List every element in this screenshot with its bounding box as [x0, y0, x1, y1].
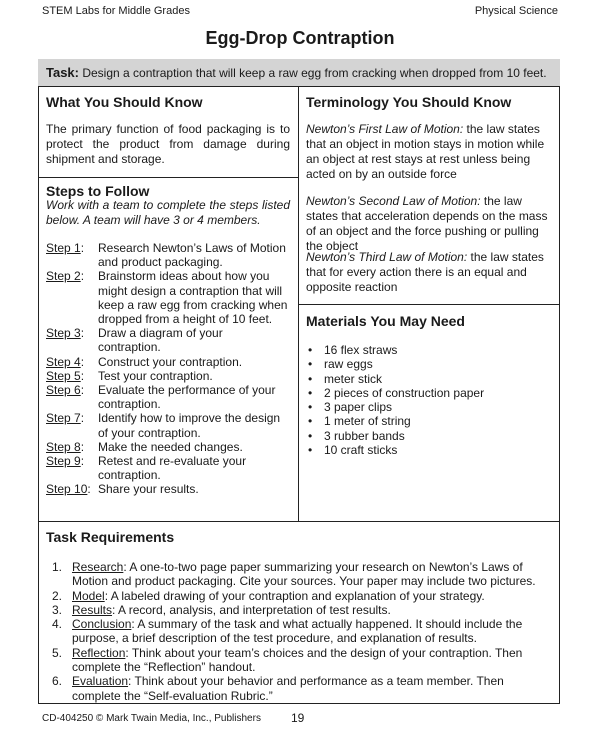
divider-requirements	[38, 521, 560, 522]
requirement-label: Reflection	[72, 645, 126, 660]
requirement-label: Model	[72, 588, 105, 603]
requirement-number: 6.	[52, 674, 63, 689]
material-item: • raw eggs	[306, 357, 552, 371]
term-name: Newton’s First Law of Motion:	[306, 122, 464, 136]
requirements-heading: Task Requirements	[46, 529, 175, 545]
step-item: Step 2: Brainstorm ideas about how you might design a contraption that will keep a raw egg from cracking when dropped from a height of 10 feet.	[46, 269, 288, 327]
requirement-number: 1.	[52, 560, 63, 574]
step-text: Make the needed changes.	[98, 439, 243, 454]
requirement-item	[52, 674, 552, 703]
know-text: The primary function of food packaging is to protect the product from damage during shipment and storage.	[46, 122, 290, 166]
steps-heading: Steps to Follow	[46, 183, 150, 199]
material-item: • 16 flex straws	[306, 343, 552, 357]
requirement-text: : A summary of the task and what actually happened. It should include the purpose, a brief description of the test procedure, and explanation of results.	[72, 617, 523, 646]
requirement-label: Research	[72, 560, 124, 574]
term-definition: the law states that acceleration depends on the mass of an object and the force pushing or pulling the object	[306, 194, 548, 253]
step-item: Step 5: Test your contraption.	[46, 368, 213, 383]
divider-know-steps	[38, 177, 298, 178]
task-text: Design a contraption that will keep a raw egg from cracking when dropped from 10 feet.	[82, 66, 547, 80]
step-item: Step 4: Construct your contraption.	[46, 354, 243, 369]
material-item: • 2 pieces of construction paper	[306, 386, 552, 400]
requirement-text: : Think about your team’s choices and the design of your contraption. Then complete the “Reflection” handout.	[72, 645, 523, 675]
step-text: Research Newton’s Laws of Motion and product packaging.	[98, 241, 286, 270]
requirement-item	[52, 560, 552, 589]
step-item: Step 6: Evaluate the performance of your contraption.	[46, 383, 288, 411]
requirement-item	[52, 589, 552, 603]
step-item: Step 9: Retest and re-evaluate your contraption.	[46, 454, 288, 482]
material-item: • meter stick	[306, 372, 552, 386]
material-item: • 10 craft sticks	[306, 443, 552, 457]
page-number: 19	[291, 711, 305, 725]
step-item: Step 10: Share your results.	[46, 482, 199, 497]
requirement-number: 3.	[52, 602, 63, 617]
materials-list	[306, 343, 552, 457]
step-label: Step 2	[46, 269, 81, 284]
requirement-number: 4.	[52, 617, 63, 632]
terminology-heading: Terminology You Should Know	[306, 94, 512, 110]
divider-terms-materials	[298, 304, 560, 305]
header-right: Physical Science	[474, 5, 558, 17]
task-bar	[38, 59, 560, 87]
know-heading: What You Should Know	[46, 94, 203, 110]
material-item: • 1 meter of string	[306, 414, 552, 428]
requirement-item	[52, 603, 552, 617]
step-label: Step 1	[46, 241, 81, 255]
requirement-label: Conclusion	[72, 617, 132, 632]
requirement-number: 2.	[52, 588, 63, 603]
requirement-text: : A labeled drawing of your contraption and explanation of your strategy.	[104, 588, 485, 603]
requirement-text: : A one-to-two page paper summarizing your research on Newton’s Laws of Motion and product packaging. Cite your sources. Your paper may include two pictures.	[72, 560, 536, 589]
step-text: Brainstorm ideas about how you might design a contraption that will keep a raw egg from cracking when dropped from a height of 10 feet.	[98, 269, 288, 327]
requirements-list	[52, 560, 552, 703]
step-item: Step 8: Make the needed changes.	[46, 439, 243, 454]
step-label: Step 7	[46, 411, 81, 426]
term-name: Newton’s Third Law of Motion:	[306, 250, 468, 264]
step-label: Step 9	[46, 454, 81, 469]
term-name: Newton’s Second Law of Motion:	[306, 194, 481, 208]
step-item: Step 7: Identify how to improve the design of your contraption.	[46, 411, 288, 439]
header-left: STEM Labs for Middle Grades	[42, 5, 190, 17]
page-title: Egg-Drop Contraption	[205, 28, 395, 48]
step-label: Step 4	[46, 354, 81, 369]
step-item: Step 1: Research Newton’s Laws of Motion and product packaging.	[46, 241, 288, 269]
term-second-law	[306, 194, 552, 254]
term-definition: the law states that for every action there is an equal and opposite reaction	[306, 250, 544, 294]
step-text: Test your contraption.	[98, 368, 213, 383]
steps-intro: Work with a team to complete the steps listed below. A team will have 3 or 4 members.	[46, 198, 290, 227]
requirement-item	[52, 617, 552, 646]
step-item: Step 3: Draw a diagram of your contraption.	[46, 326, 288, 354]
step-label: Step 8	[46, 439, 81, 454]
step-label: Step 5	[46, 368, 81, 383]
requirement-item	[52, 646, 552, 675]
term-first-law	[306, 122, 552, 182]
step-text: Share your results.	[98, 482, 199, 497]
step-label: Step 6	[46, 383, 81, 398]
material-item: • 3 paper clips	[306, 400, 552, 414]
term-third-law	[306, 250, 552, 295]
step-text: Identify how to improve the design of your contraption.	[98, 411, 281, 440]
step-label: Step 3	[46, 326, 81, 341]
requirement-text: : A record, analysis, and interpretation of test results.	[112, 602, 391, 617]
footer-credit: CD-404250 © Mark Twain Media, Inc., Publishers	[42, 713, 261, 724]
materials-heading: Materials You May Need	[306, 313, 465, 329]
step-text: Construct your contraption.	[98, 354, 243, 369]
requirement-label: Results	[72, 602, 113, 617]
term-definition: the law states that an object in motion stays in motion while an object at rest stays at rest unless being acted on by an outside force	[306, 122, 545, 181]
steps-list	[46, 241, 288, 497]
material-item: • 3 rubber bands	[306, 429, 552, 443]
step-label: Step 10	[46, 482, 88, 497]
step-text: Evaluate the performance of your contraption.	[98, 383, 276, 412]
step-text: Draw a diagram of your contraption.	[98, 326, 223, 355]
requirement-number: 5.	[52, 645, 63, 660]
step-text: Retest and re-evaluate your contraption.	[98, 454, 247, 483]
requirement-text: : Think about your behavior and performance as a team member. Then complete the “Self-evaluation Rubric.”	[72, 674, 504, 703]
requirement-label: Evaluation	[72, 674, 129, 689]
task-label: Task:	[46, 65, 79, 80]
